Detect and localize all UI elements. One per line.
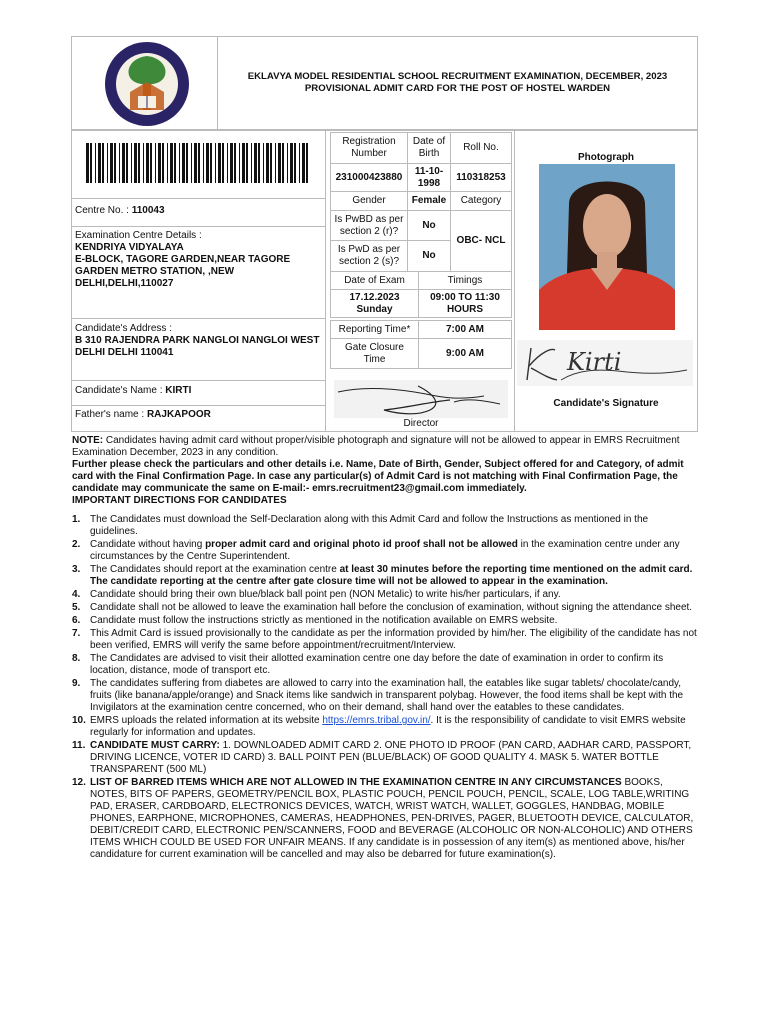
emrs-website-link[interactable]: https://emrs.tribal.gov.in/ [322, 715, 431, 726]
direction-text: in the examination centre under any circumstances by the Centre Superintendent. [90, 539, 680, 562]
barcode-bar [222, 143, 224, 183]
candidate-photo [539, 164, 675, 330]
barcode-bar [246, 143, 248, 183]
barcode-bar [242, 143, 245, 183]
direction-text: The candidates suffering from diabetes are allowed to carry into the examination hall, the eatables like sugar tablets/ chocolate/candy, fruits (like banana/apple/orange) and Snack items like sandwich in transparent polybag. However, the food items shall be kept with the Invigilators at the examination centre concerned, who on their demand, shall hand over the eatables to these candidates. [90, 678, 684, 713]
candidate-signature-text: Kirti [567, 348, 622, 376]
pwbd-value: No [407, 210, 451, 241]
barcode-bar [158, 143, 161, 183]
direction-number: 7. [72, 628, 81, 639]
direction-text-bold: LIST OF BARRED ITEMS WHICH ARE NOT ALLOWED IN THE EXAMINATION CENTRE IN ANY CIRCUMSTANCES [90, 777, 622, 788]
direction-text: Candidate without having [90, 539, 206, 550]
exam-date-label: Date of Exam [330, 271, 419, 290]
direction-item [72, 628, 698, 652]
reporting-time-value: 7:00 AM [418, 320, 512, 339]
barcode-bar [155, 143, 156, 183]
admit-card-title [217, 71, 698, 95]
gender-label: Gender [330, 191, 408, 211]
note-lead: NOTE: [72, 435, 104, 446]
direction-number: 5. [72, 602, 81, 613]
direction-item [72, 514, 698, 538]
barcode-bar [263, 143, 264, 183]
direction-text: This Admit Card is issued provisionally to the candidate as per the information provided by him/her. The eligibility of the candidate has not been verified, EMRS will verify the same before appointment/recruitment/Interview. [90, 628, 697, 651]
directions-heading: IMPORTANT DIRECTIONS FOR CANDIDATES [72, 495, 287, 506]
barcode-bar [119, 143, 120, 183]
barcode-bar [194, 143, 197, 183]
direction-number: 11. [72, 740, 86, 751]
reporting-time-label: Reporting Time* [330, 320, 419, 339]
barcode-bar [167, 143, 168, 183]
barcode-bar [282, 143, 284, 183]
direction-item [72, 653, 698, 677]
exam-centre-label: Examination Centre Details : [75, 230, 202, 241]
barcode-bar [150, 143, 152, 183]
barcode-bar [234, 143, 236, 183]
direction-text-bold: at least 30 minutes before the reporting time mentioned on the admit card. The candidate reporting at the centre after gate closure time will not be allowed to appear in the examination. [90, 564, 693, 587]
direction-text: . It is the responsibility of candidate to visit EMRS website regularly for information and updates. [90, 715, 686, 738]
barcode-bar [198, 143, 200, 183]
barcode-bar [203, 143, 204, 183]
direction-item [72, 564, 698, 588]
direction-item [72, 589, 698, 601]
dob-label: Date of Birth [407, 132, 451, 164]
barcode-bar [254, 143, 257, 183]
pwd-label: Is PwD as per section 2 (s)? [330, 240, 408, 272]
barcode-bar [227, 143, 228, 183]
barcode-bar [210, 143, 212, 183]
barcode-bar [230, 143, 233, 183]
candidate-name [75, 385, 191, 397]
direction-text: Candidate must follow the instructions strictly as mentioned in the notification available on EMRS website. [90, 615, 558, 626]
barcode-bar [110, 143, 113, 183]
centre-no [75, 205, 165, 217]
roll-no-value: 110318253 [450, 163, 512, 192]
direction-number: 3. [72, 564, 81, 575]
barcode-bar [170, 143, 173, 183]
barcode-bar [218, 143, 221, 183]
barcode [86, 143, 310, 183]
direction-text-bold: CANDIDATE MUST CARRY: [90, 740, 220, 751]
barcode-bar [102, 143, 104, 183]
father-value: RAJKAPOOR [146, 409, 211, 420]
barcode-bar [131, 143, 132, 183]
direction-text: Candidate should bring their own blue/black ball point pen (NON Metalic) to write his/her particulars, if any. [90, 589, 561, 600]
photograph-label: Photograph [577, 152, 635, 163]
barcode-bar [98, 143, 101, 183]
direction-number: 1. [72, 514, 81, 525]
barcode-bar [278, 143, 281, 183]
direction-number: 10. [72, 715, 86, 726]
reg-no-label: Registration Number [330, 132, 408, 164]
direction-number: 12. [72, 777, 86, 788]
note-paragraph [72, 435, 698, 459]
direction-number: 2. [72, 539, 81, 550]
direction-text: BOOKS, NOTES, BITS OF PAPERS, GEOMETRY/PENCIL BOX, PLASTIC POUCH, PENCIL POUCH, PENCIL, SCALE, LOG TABLE,WRITING PAD, ERASER, CARDBOARD, ELECTRONICS DEVICES, WATCH, WRIST WATCH, WALLET, GOGGLES, HANDBAG, MOBILE PHONES, EARPHONE, MICROPHONES, CAMERAS, HEADPHONES, PEN-DRIVES, PAGER, BLUETOOTH DEVICE, CALCULATOR, DEBIT/CREDIT CARD, ELECTRONIC PEN/SCANNERS, FOOD and BEVERAGE (ALCOHOLIC OR NON-ALCOHOLIC) AND OTHERS ITEMS WHICH COULD BE USED FOR UNFAIR MEANS. If any candidate is in possession of any item(s) as mentioned above, his/her candidature for current examination will be cancelled and may also be debarred for future examination(s). [90, 777, 694, 860]
father-label: Father's name : [75, 409, 145, 420]
name-value: KIRTI [165, 385, 192, 396]
barcode-bar [122, 143, 125, 183]
direction-item [72, 715, 698, 739]
director-label: Director [403, 418, 439, 429]
address-label: Candidate's Address : [75, 323, 172, 334]
timings-value: 09:00 TO 11:30 HOURS [418, 289, 512, 318]
barcode-bar [191, 143, 192, 183]
roll-no-label: Roll No. [450, 132, 512, 164]
centre-no-value: 110043 [131, 205, 165, 216]
directions-list [72, 514, 698, 862]
candidate-signature-box [517, 340, 693, 386]
emrs-logo [100, 40, 194, 128]
exam-centre-value: KENDRIYA VIDYALAYA E-BLOCK, TAGORE GARDEN,NEAR TAGORE GARDEN METRO STATION, ,NEW DELHI,DELHI,110027 [75, 242, 291, 289]
barcode-bar [275, 143, 276, 183]
title-line-2: PROVISIONAL ADMIT CARD FOR THE POST OF HOSTEL WARDEN [304, 83, 611, 94]
barcode-bar [239, 143, 240, 183]
name-label: Candidate's Name : [75, 385, 163, 396]
dob-value: 11-10-1998 [407, 163, 451, 192]
barcode-bar [186, 143, 188, 183]
barcode-bar [302, 143, 305, 183]
pwbd-label: Is PwBD as per section 2 (r)? [330, 210, 408, 241]
barcode-bar [114, 143, 116, 183]
candidate-signature-label: Candidate's Signature [553, 398, 659, 409]
gate-closure-value: 9:00 AM [418, 338, 512, 369]
barcode-bar [162, 143, 164, 183]
check-particulars-paragraph: Further please check the particulars and other details i.e. Name, Date of Birth, Gender, Subject offered for and Category, of admit card with the Final Confirmation Page. In case any particular(s) of Admit Card is not matching with Final Confirmation Page, the candidate may communicate the same on E-mail:- emrs.recruitment23@gmail.com immediately. [72, 459, 684, 494]
category-label: Category [450, 191, 512, 211]
direction-item [72, 740, 698, 776]
barcode-bar [290, 143, 293, 183]
pwd-value: No [407, 240, 451, 272]
centre-no-label: Centre No. : [75, 205, 129, 216]
director-signature [334, 380, 508, 418]
reg-no-value: 231000423880 [330, 163, 408, 192]
barcode-bar [251, 143, 252, 183]
title-line-1: EKLAVYA MODEL RESIDENTIAL SCHOOL RECRUITMENT EXAMINATION, DECEMBER, 2023 [247, 71, 668, 82]
barcode-bar [287, 143, 288, 183]
direction-text: 1. DOWNLOADED ADMIT CARD 2. ONE PHOTO ID PROOF (PAN CARD, AADHAR CARD, PASSPORT, DRIVING LICENCE, VOTER ID CARD) 3. BALL POINT PEN (BLUE/BLACK) OF GOOD QUALITY 4. MASK 5. WATER BOTTLE TRANSPARENT (500 ML) [90, 740, 692, 775]
direction-item [72, 678, 698, 714]
barcode-bar [174, 143, 176, 183]
note-text: Candidates having admit card without proper/visible photograph and signature will not be allowed to appear in EMRS Recruitment Examination December, 2023 in any condition. [72, 435, 680, 458]
barcode-bar [146, 143, 149, 183]
barcode-bar [143, 143, 144, 183]
direction-text: The Candidates are advised to visit their allotted examination centre one day before the date of examination in order to confirm its location, distance, mode of transport etc. [90, 653, 664, 676]
direction-number: 8. [72, 653, 81, 664]
barcode-bar [179, 143, 180, 183]
exam-date-value: 17.12.2023 Sunday [330, 289, 419, 318]
gender-value: Female [407, 191, 451, 211]
barcode-bar [258, 143, 260, 183]
barcode-bar [206, 143, 209, 183]
direction-text: The Candidates must download the Self-Declaration along with this Admit Card and follow the Instructions as mentioned in the guidelines. [90, 514, 649, 537]
timings-label: Timings [418, 271, 512, 290]
direction-number: 6. [72, 615, 81, 626]
father-name [75, 409, 211, 421]
barcode-bar [90, 143, 92, 183]
barcode-bar [299, 143, 300, 183]
notes-section [72, 435, 698, 507]
direction-number: 9. [72, 678, 81, 689]
address-value: B 310 RAJENDRA PARK NANGLOI NANGLOI WEST DELHI DELHI 110041 [75, 335, 320, 358]
barcode-bar [266, 143, 269, 183]
direction-item [72, 539, 698, 563]
direction-item [72, 615, 698, 627]
direction-text: The Candidates should report at the examination centre [90, 564, 337, 575]
barcode-bar [215, 143, 216, 183]
barcode-bar [138, 143, 140, 183]
barcode-bar [95, 143, 96, 183]
barcode-bar [86, 143, 89, 183]
exam-centre-details [75, 230, 315, 290]
barcode-bar [294, 143, 296, 183]
barcode-bar [182, 143, 185, 183]
barcode-bar [107, 143, 108, 183]
category-value: OBC- NCL [450, 210, 512, 272]
barcode-bar [270, 143, 272, 183]
direction-item [72, 602, 698, 614]
direction-text: EMRS uploads the related information at its website [90, 715, 323, 726]
direction-item [72, 777, 698, 861]
barcode-bar [306, 143, 308, 183]
gate-closure-label: Gate Closure Time [330, 338, 419, 369]
barcode-bar [134, 143, 137, 183]
candidate-address [75, 323, 320, 359]
barcode-bar [126, 143, 128, 183]
direction-text-bold: proper admit card and original photo id proof shall not be allowed [205, 539, 518, 550]
direction-number: 4. [72, 589, 81, 600]
direction-text: Candidate shall not be allowed to leave the examination hall before the conclusion of examination, without signing the attendance sheet. [90, 602, 693, 613]
